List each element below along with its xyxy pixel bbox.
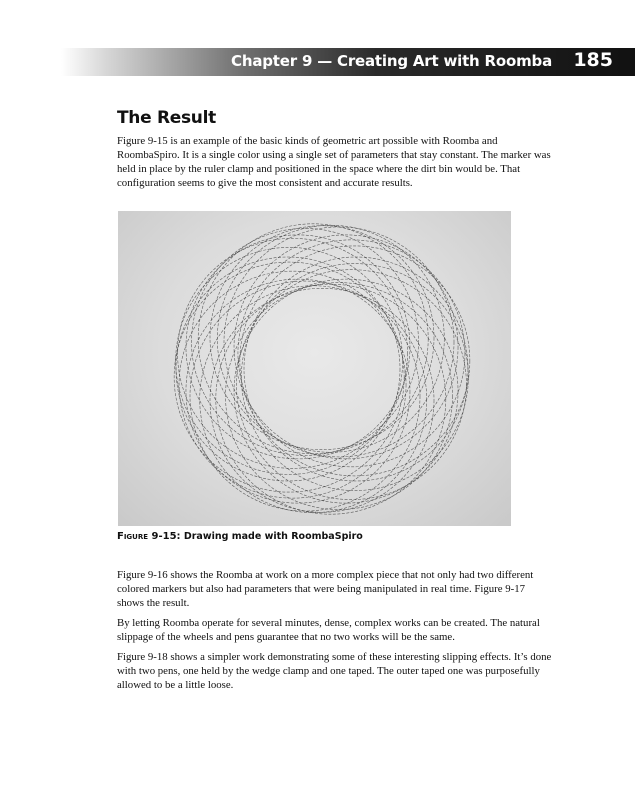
figure-caption-label: Figure 9-15: [117, 531, 181, 542]
spirograph-drawing [118, 211, 511, 526]
spiro-loop [240, 246, 470, 476]
chapter-header-bar [61, 48, 635, 76]
spiro-loop [210, 288, 434, 512]
spiro-loop [234, 279, 458, 503]
spiro-loop [178, 238, 408, 468]
page-number: 185 [573, 49, 613, 71]
spiro-loop [192, 228, 419, 455]
spiro-loop [234, 235, 458, 459]
spiro-loop [224, 227, 454, 457]
spiro-loop [186, 279, 410, 503]
spiro-loop [200, 286, 427, 513]
spiro-loop [226, 283, 453, 510]
spiro-loop [217, 225, 444, 452]
figure-caption [117, 531, 363, 542]
figure-photo [118, 211, 511, 526]
spiro-loop [186, 235, 410, 459]
paragraph-1: Figure 9-15 is an example of the basic kinds of geometric art possible with Roomba and RoombaSpiro. It is a single color using a single set of parameters that stay constant. The marker was held in place by the ruler clamp and positioned in the space where the dirt bin would be. That configuration seems to give the most consistent and accurate results. [117, 135, 551, 189]
spiro-loop [244, 257, 468, 481]
spiro-loop [236, 270, 466, 500]
spiro-loop [190, 281, 420, 511]
section-title: The Result [117, 108, 216, 128]
figure-caption-text: Drawing made with RoombaSpiro [180, 531, 363, 542]
paragraph-4: Figure 9-18 shows a simpler work demonstrating some of these interesting slipping effects. It’s done with two pens, one held by the wedge clamp and one taped. The outer taped one was purposefully allowed to be a little loose. [117, 651, 552, 691]
chapter-title: Chapter 9 — Creating Art with Roomba [231, 52, 552, 70]
paragraph-2: Figure 9-16 shows the Roomba at work on a more complex piece that not only had two different colored markers but also had parameters that were being manipulated in real time. Figure 9-17 shows the result. [117, 569, 534, 609]
paragraph-3: By letting Roomba operate for several minutes, dense, complex works can be created. The natural slippage of the wheels and pens guarantee that no two works will be the same. [117, 617, 540, 643]
spiro-loop [174, 262, 404, 492]
